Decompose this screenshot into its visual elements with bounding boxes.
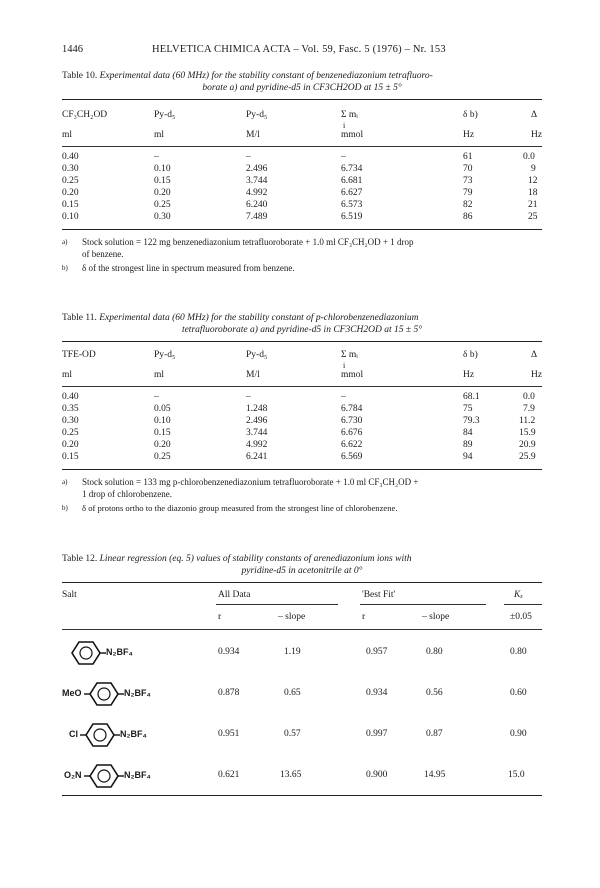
table11-cell: 11.2: [519, 416, 536, 426]
table11-unit-delta-shift: Hz: [463, 370, 475, 380]
table11-cell: 20.9: [519, 440, 536, 450]
table10-cell: 0.30: [62, 164, 79, 174]
table11-cell: 3.744: [246, 428, 268, 438]
table11-cell: 6.622: [341, 440, 363, 450]
table10-head-py-conc: Py-d₅: [246, 110, 268, 120]
table11-cell: 7.9: [523, 404, 535, 414]
table10-cell: 0.20: [154, 188, 171, 198]
table12-cell: 0.621: [218, 770, 240, 780]
table10-cell: 0.10: [154, 164, 171, 174]
table12-head-all-data: All Data: [218, 590, 251, 600]
table10-head-py-vol: Py-d₅: [154, 110, 176, 120]
table11-label: Table 11.: [62, 313, 97, 323]
table10-title-line1: Experimental data (60 MHz) for the stability constant of benzenediazonium tetrafluoro-: [99, 71, 433, 81]
table12-cell: 0.80: [426, 647, 443, 657]
footnote-marker: b): [62, 504, 68, 512]
structure-prefix: MeO: [62, 688, 82, 698]
footnote-text-line2: of benzene.: [82, 249, 124, 259]
table12-cell: 0.80: [510, 647, 527, 657]
table10-cell: 73: [463, 176, 473, 186]
table12-sub-slope-best: – slope: [422, 612, 450, 622]
aromatic-circle-icon: [80, 647, 92, 659]
table11-title-line1: Experimental data (60 MHz) for the stability constant of p-chlorobenzenediazonium: [99, 313, 419, 323]
table10-cell: 18: [528, 188, 538, 198]
table12-head-salt: Salt: [62, 590, 77, 600]
table10-cell: 0.15: [62, 200, 79, 210]
table11-cell: –: [154, 392, 159, 402]
table10-cell: 6.734: [341, 164, 363, 174]
table11-top-rule: [62, 341, 542, 342]
running-title: HELVETICA CHIMICA ACTA – Vol. 59, Fasc. 5 (1976) – Nr. 153: [152, 44, 446, 55]
table12-cell: 13.65: [280, 770, 302, 780]
table12-cell: 0.934: [218, 647, 240, 657]
table11-cell: 25.9: [519, 452, 536, 462]
table10-cell: 6.627: [341, 188, 363, 198]
table10-unit-py-conc: M/l: [246, 130, 260, 140]
table11-cell: 68.1: [463, 392, 480, 402]
table12-title-line2: pyridine-d5 in acetonitrile at 0°: [241, 566, 363, 576]
table10-unit-solvent: ml: [62, 130, 73, 140]
footnote-text: δ of protons ortho to the diazonio group measured from the strongest line of chlorobenzene.: [82, 503, 398, 513]
table11-cell: 0.10: [154, 416, 171, 426]
table10-cell: 7.489: [246, 212, 268, 222]
benzene-ring-icon: [72, 642, 100, 664]
structure-suffix: N₂BF₄: [120, 729, 147, 739]
table10-cell: –: [154, 152, 159, 162]
structure-prefix: Cl: [69, 729, 78, 739]
table11-cell: 0.05: [154, 404, 171, 414]
table12-cell: 0.56: [426, 688, 443, 698]
table10-cell: 9: [531, 164, 536, 174]
table11-bottom-rule: [62, 469, 542, 470]
table10-cell: 25: [528, 212, 538, 222]
table11-cell: 6.676: [341, 428, 363, 438]
table12-cell: 0.65: [284, 688, 301, 698]
table10-unit-delta: Hz: [531, 130, 543, 140]
footnote-marker: a): [62, 478, 68, 486]
table12-cell: 0.90: [510, 729, 527, 739]
benzene-ring-icon: [86, 724, 114, 746]
table10-cell: 61: [463, 152, 473, 162]
table11-cell: 6.241: [246, 452, 268, 462]
table12-cell: 0.951: [218, 729, 240, 739]
table11-cell: 15.9: [519, 428, 536, 438]
table12-caption: [62, 553, 542, 577]
table10-cell: 4.992: [246, 188, 268, 198]
table12-bottom-rule: [62, 795, 542, 796]
page-number: 1446: [62, 44, 83, 55]
table10-cell: 6.519: [341, 212, 363, 222]
table11-cell: 2.496: [246, 416, 268, 426]
table10-head-delta-shift: δ b): [463, 110, 478, 120]
table11-cell: 1.248: [246, 404, 268, 414]
table10-cell: 12: [528, 176, 538, 186]
table10-cell: 0.20: [62, 188, 79, 198]
table10-top-rule: [62, 99, 542, 100]
table12-sub-r-all: r: [218, 612, 222, 622]
table12-best-fit-underline: [360, 604, 486, 605]
table11-cell: 0.25: [154, 452, 171, 462]
table10-cell: 21: [528, 200, 538, 210]
table12-cell: 1.19: [284, 647, 301, 657]
structure-suffix: N₂BF₄: [106, 647, 133, 657]
table10-unit-py-vol: ml: [154, 130, 165, 140]
table11-cell: 0.15: [62, 452, 79, 462]
aromatic-circle-icon: [98, 770, 110, 782]
table11-cell: 0.40: [62, 392, 79, 402]
table11-cell: 4.992: [246, 440, 268, 450]
table11-head-sum-index: i: [343, 361, 346, 370]
table10-cell: –: [341, 152, 346, 162]
structure-suffix: N₂BF₄: [124, 770, 151, 780]
table12-head-best-fit: 'Best Fit': [362, 590, 396, 600]
table11-cell: 6.569: [341, 452, 363, 462]
table11-cell: 89: [463, 440, 473, 450]
table12-cell: 15.0: [508, 770, 525, 780]
table10-cell: 0.10: [62, 212, 79, 222]
table11-cell: 0.20: [154, 440, 171, 450]
footnote-marker: b): [62, 264, 68, 272]
table12-cell: 0.60: [510, 688, 527, 698]
table12-cell: 0.934: [366, 688, 388, 698]
table10-cell: 0.0: [523, 152, 535, 162]
table10-cell: 82: [463, 200, 473, 210]
table11-cell: 6.784: [341, 404, 363, 414]
table10-cell: –: [246, 152, 251, 162]
table10-bottom-rule: [62, 229, 542, 230]
table10-unit-delta-shift: Hz: [463, 130, 475, 140]
table11-caption: [62, 312, 542, 336]
table10-unit-sum: mmol: [341, 130, 364, 140]
table11-cell: –: [341, 392, 346, 402]
table12-cell: 0.997: [366, 729, 388, 739]
table12-title-line1: Linear regression (eq. 5) values of stability constants of arenediazonium ions with: [99, 554, 412, 564]
structure-suffix: N₂BF₄: [124, 688, 151, 698]
table12-top-rule: [62, 582, 542, 583]
table11-unit-sum: mmol: [341, 370, 364, 380]
table11-cell: 84: [463, 428, 473, 438]
table10-head-sum-index: i: [343, 121, 346, 130]
table11-cell: 0.30: [62, 416, 79, 426]
table12-label: Table 12.: [62, 554, 98, 564]
table10-cell: 0.40: [62, 152, 79, 162]
footnote-text-line2: 1 drop of chlorobenzene.: [82, 489, 172, 499]
structure-prefix: O₂N: [64, 770, 82, 780]
table10-head-sum: Σ mᵢ: [341, 110, 358, 120]
table10-cell: 0.25: [62, 176, 79, 186]
table12-cell: 0.87: [426, 729, 443, 739]
table11-cell: 79.3: [463, 416, 480, 426]
footnote-text-line1: Stock solution = 122 mg benzenediazonium tetrafluoroborate + 1.0 ml CF₃CH₂OD + 1 drop: [82, 237, 414, 247]
table10-caption: [62, 70, 542, 94]
table10-cell: 79: [463, 188, 473, 198]
table12-head-kx: Kₓ: [514, 590, 524, 600]
table11-mid-rule: [62, 386, 542, 387]
table12-kx-underline: [504, 604, 542, 605]
table10-cell: 6.573: [341, 200, 363, 210]
table10-cell: 6.681: [341, 176, 363, 186]
table10-head-solvent: CF₃CH₂OD: [62, 110, 108, 120]
table10-cell: 2.496: [246, 164, 268, 174]
table10-cell: 3.744: [246, 176, 268, 186]
table10-cell: 0.30: [154, 212, 171, 222]
benzene-ring-icon: [90, 765, 118, 787]
table11-cell: 0.25: [62, 428, 79, 438]
table12-mid-rule: [62, 629, 542, 630]
table11-head-sum: Σ mᵢ: [341, 350, 358, 360]
table10-cell: 86: [463, 212, 473, 222]
table10-cell: 0.25: [154, 200, 171, 210]
table11-head-solvent: TFE-OD: [62, 350, 96, 360]
table11-cell: 0.20: [62, 440, 79, 450]
table12-cell: 0.57: [284, 729, 301, 739]
table10-title-line2: borate a) and pyridine-d5 in CF3CH2OD at 15 ± 5°: [202, 83, 402, 93]
table11-unit-py-conc: M/l: [246, 370, 260, 380]
table12-sub-kx-error: ±0.05: [510, 612, 532, 622]
table11-cell: 94: [463, 452, 473, 462]
table10-mid-rule: [62, 146, 542, 147]
table10-cell: 70: [463, 164, 473, 174]
table10-label: Table 10.: [62, 71, 98, 81]
footnote-marker: a): [62, 238, 68, 246]
table10-cell: 6.240: [246, 200, 268, 210]
table11-unit-delta: Hz: [531, 370, 543, 380]
table12-cell: 14.95: [424, 770, 446, 780]
table12-cell: 0.957: [366, 647, 388, 657]
table11-unit-solvent: ml: [62, 370, 73, 380]
table11-cell: 0.35: [62, 404, 79, 414]
table11-cell: 75: [463, 404, 473, 414]
aromatic-circle-icon: [94, 729, 106, 741]
table12-sub-r-best: r: [362, 612, 366, 622]
table11-cell: 0.15: [154, 428, 171, 438]
aromatic-circle-icon: [98, 688, 110, 700]
table11-head-py-conc: Py-d₅: [246, 350, 268, 360]
footnote-text: δ of the strongest line in spectrum measured from benzene.: [82, 263, 295, 273]
table11-head-py-vol: Py-d₅: [154, 350, 176, 360]
table11-head-delta-shift: δ b): [463, 350, 478, 360]
table11-cell: 6.730: [341, 416, 363, 426]
table10-head-delta: Δ: [531, 110, 538, 120]
table11-cell: 0.0: [523, 392, 535, 402]
table12-sub-slope-all: – slope: [278, 612, 306, 622]
table11-cell: –: [246, 392, 251, 402]
table12-cell: 0.900: [366, 770, 388, 780]
table11-title-line2: tetrafluoroborate a) and pyridine-d5 in CF3CH2OD at 15 ± 5°: [181, 325, 423, 335]
footnote-text-line1: Stock solution = 133 mg p-chlorobenzenediazonium tetrafluoroborate + 1.0 ml CF₃CH₂OD +: [82, 477, 419, 487]
table12-all-data-underline: [216, 604, 338, 605]
table12-cell: 0.878: [218, 688, 240, 698]
table11-unit-py-vol: ml: [154, 370, 165, 380]
table10-cell: 0.15: [154, 176, 171, 186]
table11-head-delta: Δ: [531, 350, 538, 360]
benzene-ring-icon: [90, 683, 118, 705]
